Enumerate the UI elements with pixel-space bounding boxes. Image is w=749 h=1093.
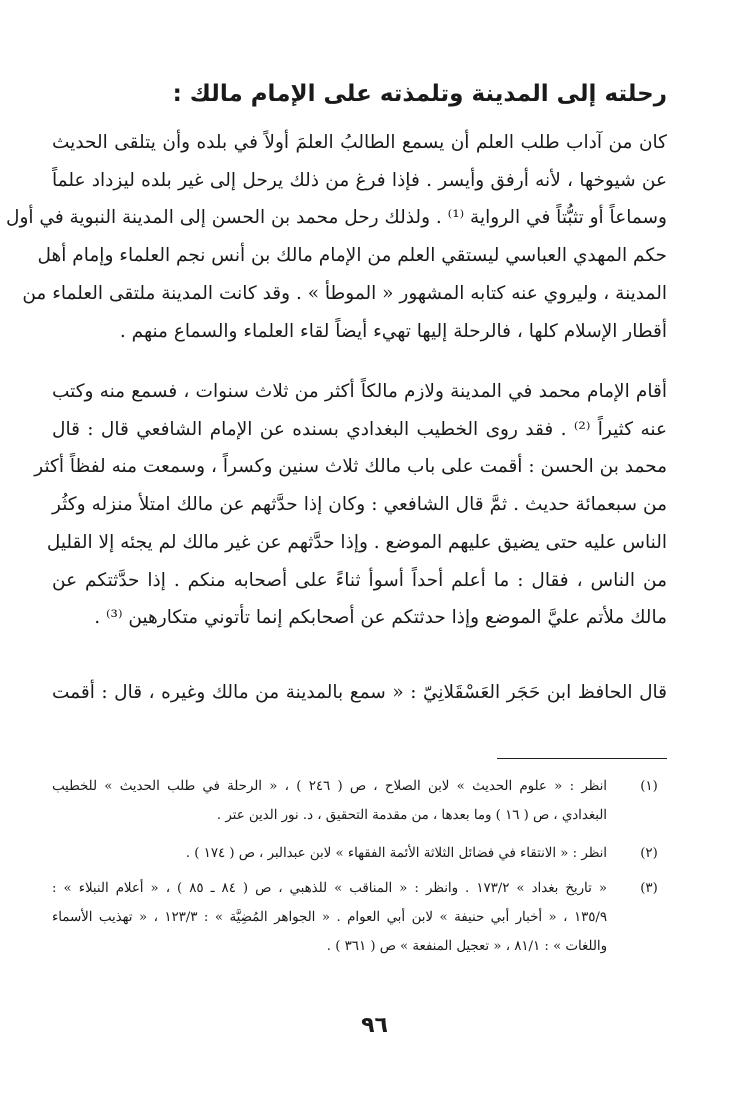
paragraph-2 bbox=[34, 373, 667, 637]
footnote-separator bbox=[497, 758, 667, 759]
paragraph-line: قال الحافظ ابن حَجَر العَسْقَلانِيّ : « سمع بالمدينة من مالك وغيره ، قال : أقمت bbox=[52, 682, 667, 703]
paragraph-3 bbox=[52, 674, 667, 712]
footnote-line: واللغات » : ٨١/١ ، « تعجيل المنفعة » ص ( ٣٦١ ) . bbox=[326, 939, 607, 954]
paragraph-line: أقطار الإسلام كلها ، فالرحلة إليها تهيء أيضاً لقاء العلماء والسماع منهم . bbox=[119, 320, 667, 342]
footnote-number: (٣) bbox=[640, 881, 658, 896]
footnote-line: « تاريخ بغداد » ١٧٣/٢ . وانظر : « المناقب » للذهبي ، ص ( ٨٤ ـ ٨٥ ) ، « أعلام النبلاء » : bbox=[52, 881, 607, 896]
footnote-2 bbox=[52, 839, 667, 868]
paragraph-line: مالك ملأتم عليَّ الموضع وإذا حدثتكم عن أصحابكم إنما تأتوني متكارهين ⁽³⁾ . bbox=[94, 607, 667, 629]
paragraph-line: وسماعاً أو تثبُّتاً في الرواية ⁽¹⁾ . ولذلك رحل محمد بن الحسن إلى المدينة النبوية في أول bbox=[6, 207, 667, 229]
paragraph-1 bbox=[6, 124, 667, 350]
paragraph-line: كان من آداب طلب العلم أن يسمع الطالبُ العلمَ أولاً في بلده وأن يتلقى الحديث bbox=[52, 132, 667, 153]
paragraph-line: عنه كثيراً ⁽²⁾ . فقد روى الخطيب البغدادي بسنده عن الإمام الشافعي قال : قال bbox=[52, 418, 667, 440]
section-heading: رحلته إلى المدينة وتلمذته على الإمام مالك : bbox=[172, 81, 667, 107]
page-number: ٩٦ bbox=[361, 1013, 388, 1038]
paragraph-line: الناس عليه حتى يضيق عليهم الموضع . وإذا حدَّثهم عن غير مالك لم يجئه إلا القليل bbox=[46, 531, 667, 553]
paragraph-line: عن شيوخها ، لأنه أرفق وأيسر . فإذا فرغ من ذلك يرحل إلى غير بلده ليزداد علماً bbox=[52, 169, 667, 191]
footnote-line: البغدادي ، ص ( ١٦ ) وما بعدها ، من مقدمة التحقيق ، د. نور الدين عتر . bbox=[216, 808, 607, 823]
paragraph-line: أقام الإمام محمد في المدينة ولازم مالكاً أكثر من ثلاث سنوات ، فسمع منه وكتب bbox=[52, 381, 667, 402]
paragraph-line: من الناس ، فقال : ما أعلم أحداً أسوأ ثناءً على أصحابه منكم . إذا حدَّثتكم عن bbox=[52, 569, 667, 591]
paragraph-line: حكم المهدي العباسي ليستقي العلم من الإمام مالك بن أنس نجم العلماء وإمام أهل bbox=[37, 245, 667, 267]
footnote-line: انظر : « علوم الحديث » لابن الصلاح ، ص ( ٢٤٦ ) ، « الرحلة في طلب الحديث » للخطيب bbox=[52, 779, 607, 794]
paragraph-line: المدينة ، وليروي عنه كتابه المشهور « الموطأ » . وقد كانت المدينة ملتقى العلماء من bbox=[22, 282, 667, 304]
footnote-3 bbox=[52, 874, 667, 961]
footnote-line: ١٣٥/٩ ، « أخبار أبي حنيفة » لابن أبي العوام . « الجواهر المُضِيَّة » : ١٢٣/٣ ، « تهذيب الأسماء bbox=[52, 910, 607, 925]
footnote-line: انظر : « الانتقاء في فضائل الثلاثة الأئمة الفقهاء » لابن عبدالبر ، ص ( ١٧٤ ) . bbox=[185, 846, 607, 861]
footnote-number: (٢) bbox=[640, 846, 658, 861]
footnote-number: (١) bbox=[640, 779, 658, 794]
paragraph-line: من سبعمائة حديث . ثمَّ قال الشافعي : وكان إذا حدَّثهم عن مالك امتلأ منزله وكثُر bbox=[52, 494, 667, 516]
footnote-1 bbox=[52, 772, 667, 830]
paragraph-line: محمد بن الحسن : أقمت على باب مالك ثلاث سنين وكسراً ، وسمعت منه لفظاً أكثر bbox=[34, 456, 667, 478]
